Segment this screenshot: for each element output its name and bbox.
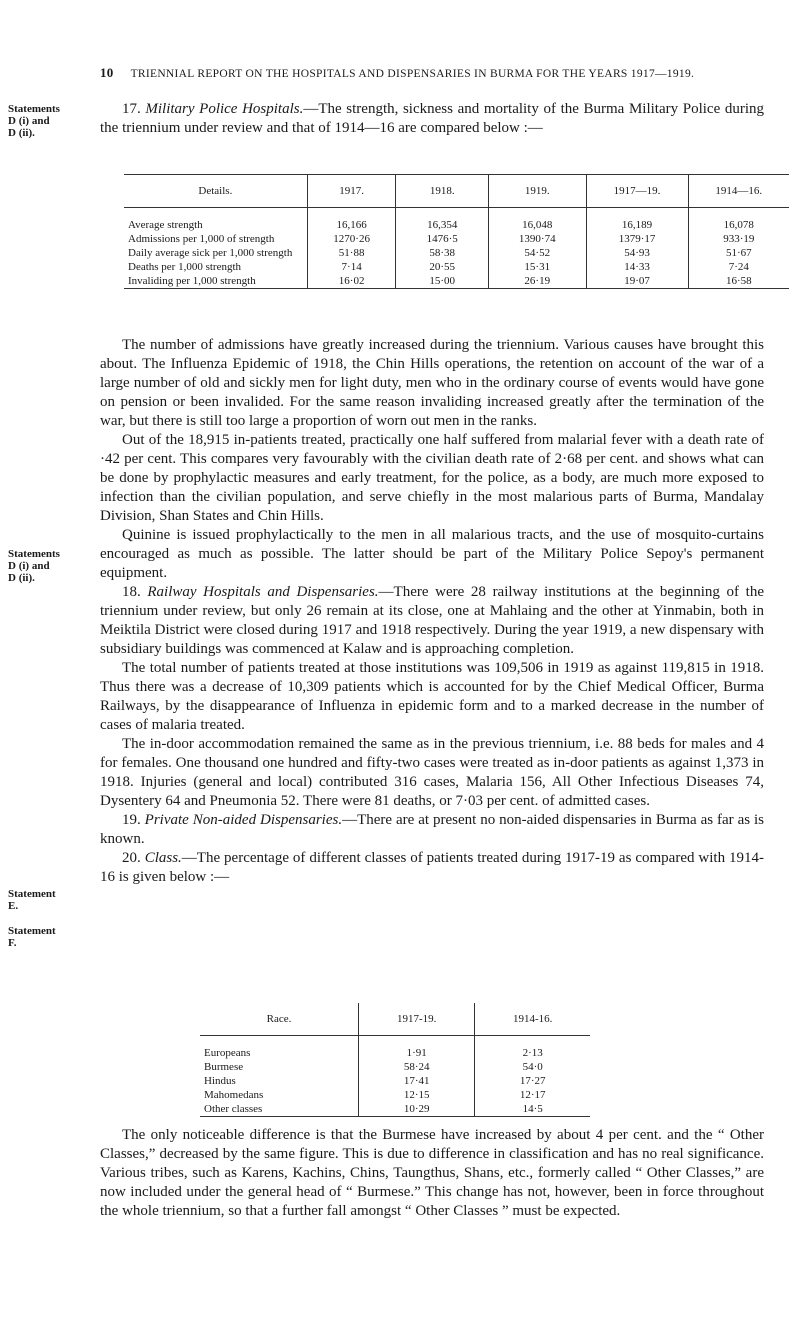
section-18-number: 18. bbox=[122, 584, 141, 600]
margin-note-sec17: Statements D (i) and D (ii). bbox=[8, 103, 60, 139]
table-row bbox=[200, 1074, 590, 1088]
section-20-number: 20. bbox=[122, 850, 141, 866]
cell: 15·00 bbox=[396, 274, 489, 289]
paragraph: The number of admissions have greatly increased during the triennium. Various causes have brought this about. The Influenza Epidemic of 1918, the Chin Hills operations, the retention on account of the war of a large number of old and sickly men for light duty, men who in the ordinary course of events would have gone on pension or been invalided. For the same reason invaliding increased greatly after the termination of the war, but there is still too large a proportion of worn out men in the ranks. bbox=[100, 337, 764, 429]
table-row bbox=[124, 246, 789, 260]
cell: 15·31 bbox=[488, 260, 586, 274]
col-1917: 1917. bbox=[307, 175, 396, 208]
cell: 17·27 bbox=[475, 1074, 590, 1088]
table-row bbox=[200, 1046, 590, 1060]
cell: 7·14 bbox=[307, 260, 396, 274]
cell: 1·91 bbox=[359, 1046, 475, 1060]
table-row bbox=[200, 1102, 590, 1117]
cell: 54·0 bbox=[475, 1060, 590, 1074]
col-details: Details. bbox=[124, 175, 307, 208]
section-17-body bbox=[100, 336, 764, 887]
page-number: 10 bbox=[100, 65, 114, 80]
col-1914-16: 1914-16. bbox=[475, 1003, 590, 1036]
paragraph: Out of the 18,915 in-patients treated, practically one half suffered from malarial fever with a death rate of ·42 per cent. This compares very favourably with the civilian death rate of 2·68 per cent. and shows what can be done by prophylactic measures and early treatment, for the police, as a body, are much more exposed to infection than the civilian population, and serve chiefly in the most malarious parts of Burma, Mandalay Division, Shan States and Chin Hills. bbox=[100, 432, 764, 524]
row-label: Average strength bbox=[128, 219, 203, 231]
cell: 14·33 bbox=[586, 260, 688, 274]
section-19-number: 19. bbox=[122, 812, 141, 828]
section-19-title: Private Non-aided Dispensaries. bbox=[144, 812, 343, 828]
table-row bbox=[124, 218, 789, 232]
cell: 51·67 bbox=[688, 246, 789, 260]
cell: 26·19 bbox=[488, 274, 586, 289]
military-police-table bbox=[124, 174, 789, 289]
cell: 1270·26 bbox=[307, 232, 396, 246]
section-17-title: Military Police Hospitals. bbox=[145, 101, 304, 117]
table-header-row bbox=[200, 1003, 590, 1036]
section-20-title: Class. bbox=[144, 850, 182, 866]
cell: 16·58 bbox=[688, 274, 789, 289]
row-label: Other classes bbox=[200, 1102, 359, 1117]
cell: 16,166 bbox=[307, 218, 396, 232]
col-1914-16: 1914—16. bbox=[688, 175, 789, 208]
section-19-text: —There are at present no non-aided dispensaries in Burma as far as is known. bbox=[100, 812, 764, 847]
table-row bbox=[124, 232, 789, 246]
running-title: TRIENNIAL REPORT ON THE HOSPITALS AND DISPENSARIES IN BURMA FOR THE YEARS 1917—1919. bbox=[130, 68, 695, 80]
row-label: Deaths per 1,000 strength bbox=[128, 261, 242, 273]
cell: 54·93 bbox=[586, 246, 688, 260]
section-17-text: —The strength, sickness and mortality of the Burma Military Police during the triennium under review and that of 1914—16 are compared below :— bbox=[100, 101, 765, 136]
paragraph: The only noticeable difference is that the Burmese have increased by about 4 per cent. and the “ Other Classes,” decreased by the same figure. This is due to difference in classification and has no real significance. Various tribes, such as Karens, Kachins, Chins, Taungthus, Shans, etc., formerly called “ Other Classes,” are now included under the general head of “ Burmese.” This change has not, however, been in force throughout the whole triennium, so that a further fall amongst “ Other Classes ” must be expected. bbox=[100, 1127, 764, 1219]
row-label: Hindus bbox=[204, 1075, 236, 1087]
paragraph: The in-door accommodation remained the same as in the previous triennium, i.e. 88 beds for males and 4 for females. One thousand one hundred and fifty-two cases were treated as in-door patients as against 1,373 in 1918. Injuries (general and local) contributed 316 cases, Malaria 156, All Other Infectious Diseases 74, Dysentery 64 and Pneumonia 52. There were 81 deaths, or 7·03 per cent. of admitted cases. bbox=[100, 736, 764, 809]
section-18-title: Railway Hospitals and Dispensaries. bbox=[147, 584, 379, 600]
margin-note-sec18: Statements D (i) and D (ii). bbox=[8, 548, 60, 584]
col-1919: 1919. bbox=[488, 175, 586, 208]
cell: 16,078 bbox=[688, 218, 789, 232]
cell: 54·52 bbox=[488, 246, 586, 260]
section-20-body bbox=[100, 1126, 764, 1221]
cell: 17·41 bbox=[359, 1074, 475, 1088]
margin-note-sec19: Statement E. bbox=[8, 888, 56, 912]
cell: 1390·74 bbox=[488, 232, 586, 246]
margin-note-sec20: Statement F. bbox=[8, 925, 56, 949]
section-20-text: —The percentage of different classes of patients treated during 1917-19 as compared with 1914-16 is given below :— bbox=[100, 850, 764, 885]
paragraph: Quinine is issued prophylactically to the men in all malarious tracts, and the use of mosquito-curtains encouraged as much as possible. The latter should be part of the Military Police Sepoy's permanent equipment. bbox=[100, 527, 764, 581]
cell: 51·88 bbox=[307, 246, 396, 260]
cell: 933·19 bbox=[688, 232, 789, 246]
col-1917-19: 1917—19. bbox=[586, 175, 688, 208]
cell: 12·17 bbox=[475, 1088, 590, 1102]
cell: 58·24 bbox=[359, 1060, 475, 1074]
cell: 20·55 bbox=[396, 260, 489, 274]
cell: 10·29 bbox=[359, 1102, 475, 1117]
cell: 1379·17 bbox=[586, 232, 688, 246]
cell: 58·38 bbox=[396, 246, 489, 260]
row-label: Daily average sick per 1,000 strength bbox=[128, 247, 293, 259]
page-header bbox=[100, 65, 760, 81]
table-row bbox=[124, 260, 789, 274]
table-row bbox=[200, 1060, 590, 1074]
cell: 2·13 bbox=[475, 1046, 590, 1060]
paragraph: The total number of patients treated at those institutions was 109,506 in 1919 as against 119,815 in 1918. Thus there was a decrease of 10,309 patients which is accounted for by the Chief Medical Officer, Burma Railways, by the disappearance of Influenza in epidemic form and to a marked decrease in the number of cases of malaria treated. bbox=[100, 660, 764, 733]
section-18-text: —There were 28 railway institutions at the beginning of the triennium under review, but only 26 remain at its close, one at Mahlaing and the other at Yinmabin, both in Meiktila District were closed during 1917 and 1918 respectively. During the year 1919, a new dispensary with subsidiary buildings was commenced at Kalaw and is approaching completion. bbox=[100, 584, 764, 657]
row-label: Europeans bbox=[204, 1047, 251, 1059]
table-row bbox=[124, 274, 789, 289]
row-label: Invaliding per 1,000 strength bbox=[124, 274, 307, 289]
section-17-number: 17. bbox=[122, 101, 141, 117]
cell: 16,189 bbox=[586, 218, 688, 232]
row-label: Mahomedans bbox=[204, 1089, 264, 1101]
cell: 12·15 bbox=[359, 1088, 475, 1102]
section-17-intro bbox=[100, 100, 764, 138]
row-label: Burmese bbox=[204, 1061, 244, 1073]
table-header-row bbox=[124, 175, 789, 208]
cell: 16·02 bbox=[307, 274, 396, 289]
cell: 16,354 bbox=[396, 218, 489, 232]
section-19-paragraph bbox=[100, 811, 764, 849]
cell: 1476·5 bbox=[396, 232, 489, 246]
cell: 7·24 bbox=[688, 260, 789, 274]
row-label: Admissions per 1,000 of strength bbox=[128, 233, 275, 245]
section-18-paragraph bbox=[100, 583, 764, 659]
cell: 14·5 bbox=[475, 1102, 590, 1117]
section-20-paragraph bbox=[100, 849, 764, 887]
col-1917-19: 1917-19. bbox=[359, 1003, 475, 1036]
table-row bbox=[200, 1088, 590, 1102]
class-table bbox=[200, 1003, 590, 1117]
cell: 16,048 bbox=[488, 218, 586, 232]
col-1918: 1918. bbox=[396, 175, 489, 208]
cell: 19·07 bbox=[586, 274, 688, 289]
col-race: Race. bbox=[200, 1003, 359, 1036]
